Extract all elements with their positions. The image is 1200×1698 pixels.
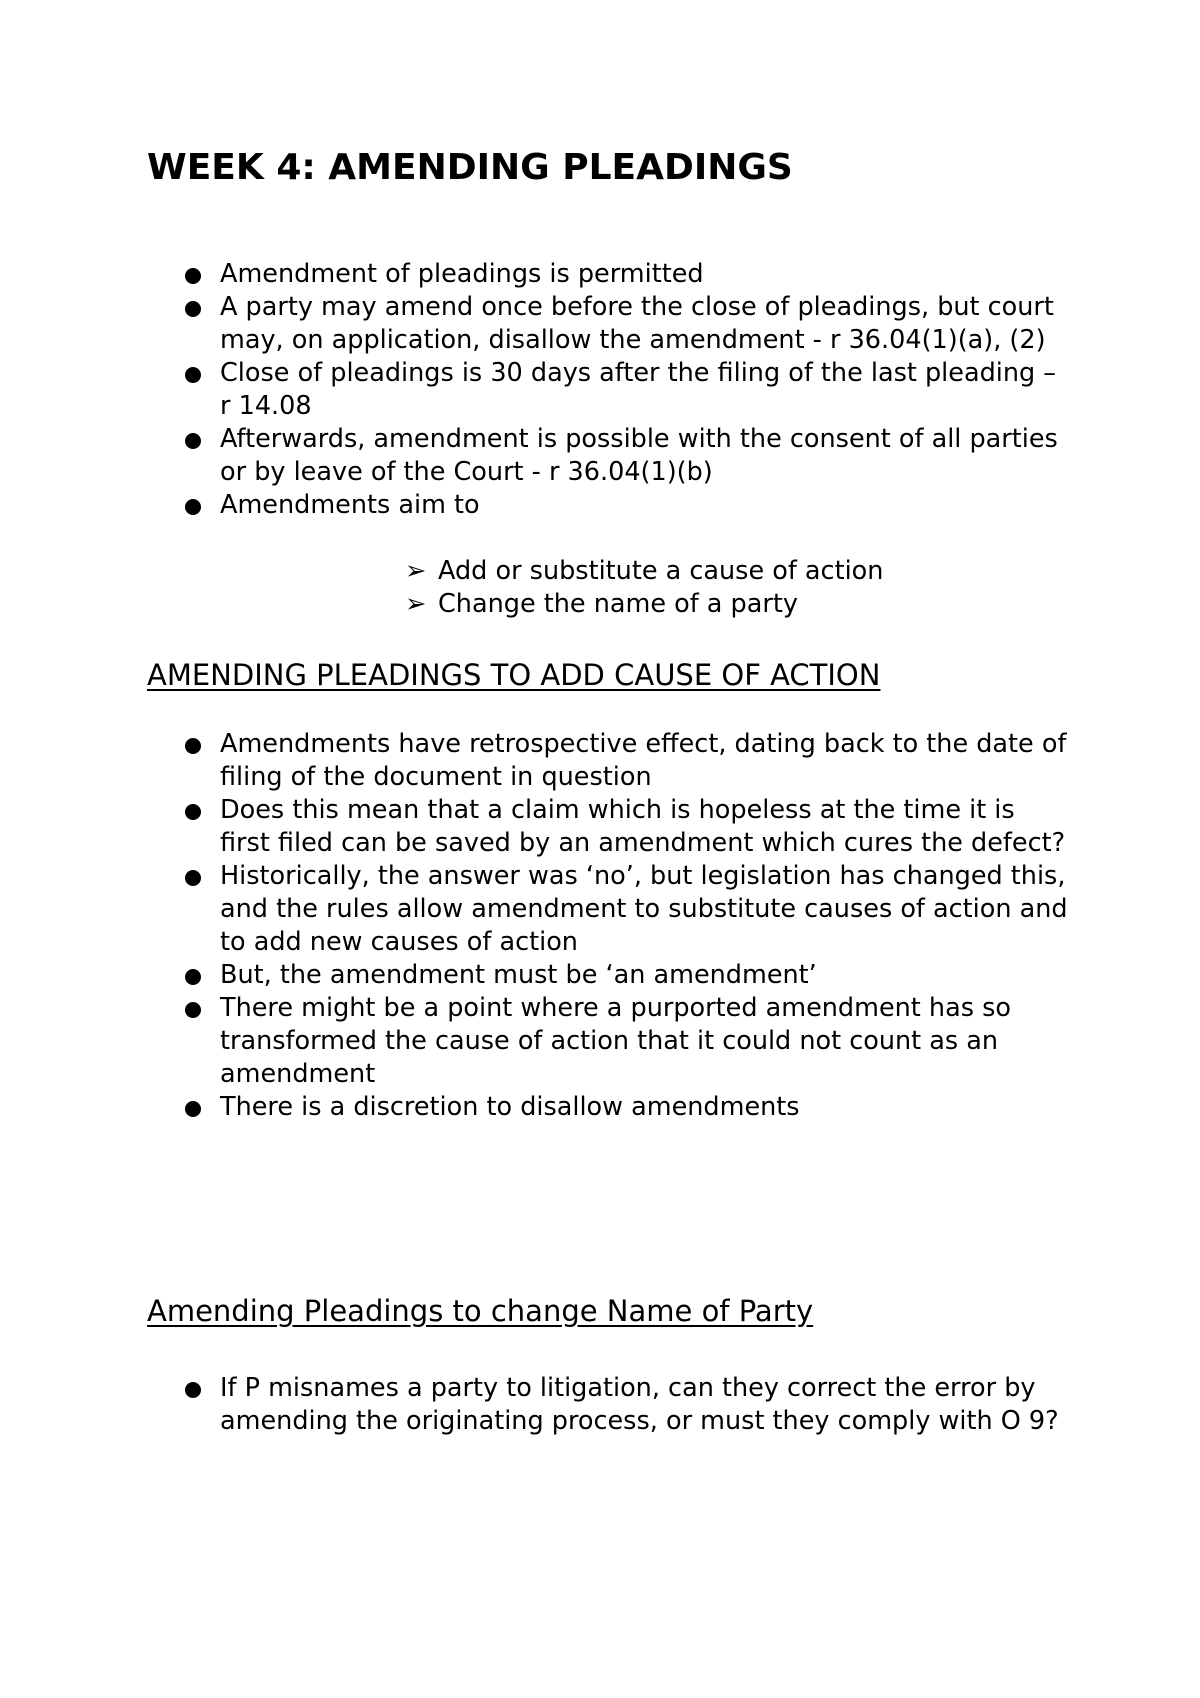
- list-item: [0, 1091, 1070, 1124]
- bullet-dot-icon: [185, 1382, 201, 1398]
- bullet-dot-icon: [185, 870, 201, 886]
- sub-list-item: [405, 555, 883, 588]
- list-item: [0, 728, 1070, 794]
- list-item-text: There is a discretion to disallow amendments: [220, 1092, 800, 1122]
- intro-bullet-list: [0, 258, 1070, 522]
- name-bullet-list: [0, 1372, 1070, 1438]
- page-title: WEEK 4: AMENDING PLEADINGS: [147, 147, 793, 188]
- bullet-dot-icon: [185, 1002, 201, 1018]
- list-item: [0, 489, 1070, 522]
- list-item-text: Amendments have retrospective effect, dating back to the date of filing of the document in question: [220, 729, 1067, 792]
- bullet-dot-icon: [185, 301, 201, 317]
- bullet-dot-icon: [185, 738, 201, 754]
- list-item-text: Amendment of pleadings is permitted: [220, 259, 704, 289]
- list-item: [0, 423, 1070, 489]
- list-item-text: If P misnames a party to litigation, can they correct the error by amending the originating process, or must they comply with O 9?: [220, 1373, 1059, 1436]
- sub-list-item: [405, 588, 798, 621]
- list-item-text: But, the amendment must be ‘an amendment’: [220, 960, 817, 990]
- list-item-text: Afterwards, amendment is possible with the consent of all parties or by leave of the Court - r 36.04(1)(b): [220, 424, 1058, 487]
- list-item-text: Does this mean that a claim which is hopeless at the time it is first filed can be saved by an amendment which cures the defect?: [220, 795, 1066, 858]
- section-heading-cause-of-action: AMENDING PLEADINGS TO ADD CAUSE OF ACTION: [147, 658, 881, 692]
- bullet-dot-icon: [185, 367, 201, 383]
- list-item: [0, 291, 1070, 357]
- bullet-dot-icon: [185, 268, 201, 284]
- arrow-bullet-icon: ➢: [405, 556, 427, 586]
- list-item: [0, 860, 1070, 959]
- bullet-dot-icon: [185, 804, 201, 820]
- cause-bullet-list: [0, 728, 1070, 1124]
- list-item-text: A party may amend once before the close of pleadings, but court may, on application, disallow the amendment - r 36.04(1)(a), (2): [220, 292, 1054, 355]
- list-item: [0, 992, 1070, 1091]
- sub-list-item-text: Change the name of a party: [438, 589, 798, 619]
- bullet-dot-icon: [185, 1101, 201, 1117]
- sub-list-item-text: Add or substitute a cause of action: [438, 556, 884, 586]
- bullet-dot-icon: [185, 433, 201, 449]
- list-item: [0, 794, 1070, 860]
- arrow-bullet-icon: ➢: [405, 589, 427, 619]
- list-item: [0, 959, 1070, 992]
- list-item-text: Amendments aim to: [220, 490, 480, 520]
- list-item: [0, 258, 1070, 291]
- list-item-text: There might be a point where a purported amendment has so transformed the cause of action that it could not count as an amendment: [220, 993, 1011, 1089]
- list-item: [0, 1372, 1070, 1438]
- section-heading-name-of-party: Amending Pleadings to change Name of Party: [147, 1294, 814, 1328]
- bullet-dot-icon: [185, 969, 201, 985]
- bullet-dot-icon: [185, 499, 201, 515]
- list-item-text: Historically, the answer was ‘no’, but legislation has changed this, and the rules allow amendment to substitute causes of action and to add new causes of action: [220, 861, 1068, 957]
- list-item: [0, 357, 1070, 423]
- list-item-text: Close of pleadings is 30 days after the filing of the last pleading – r 14.08: [220, 358, 1057, 421]
